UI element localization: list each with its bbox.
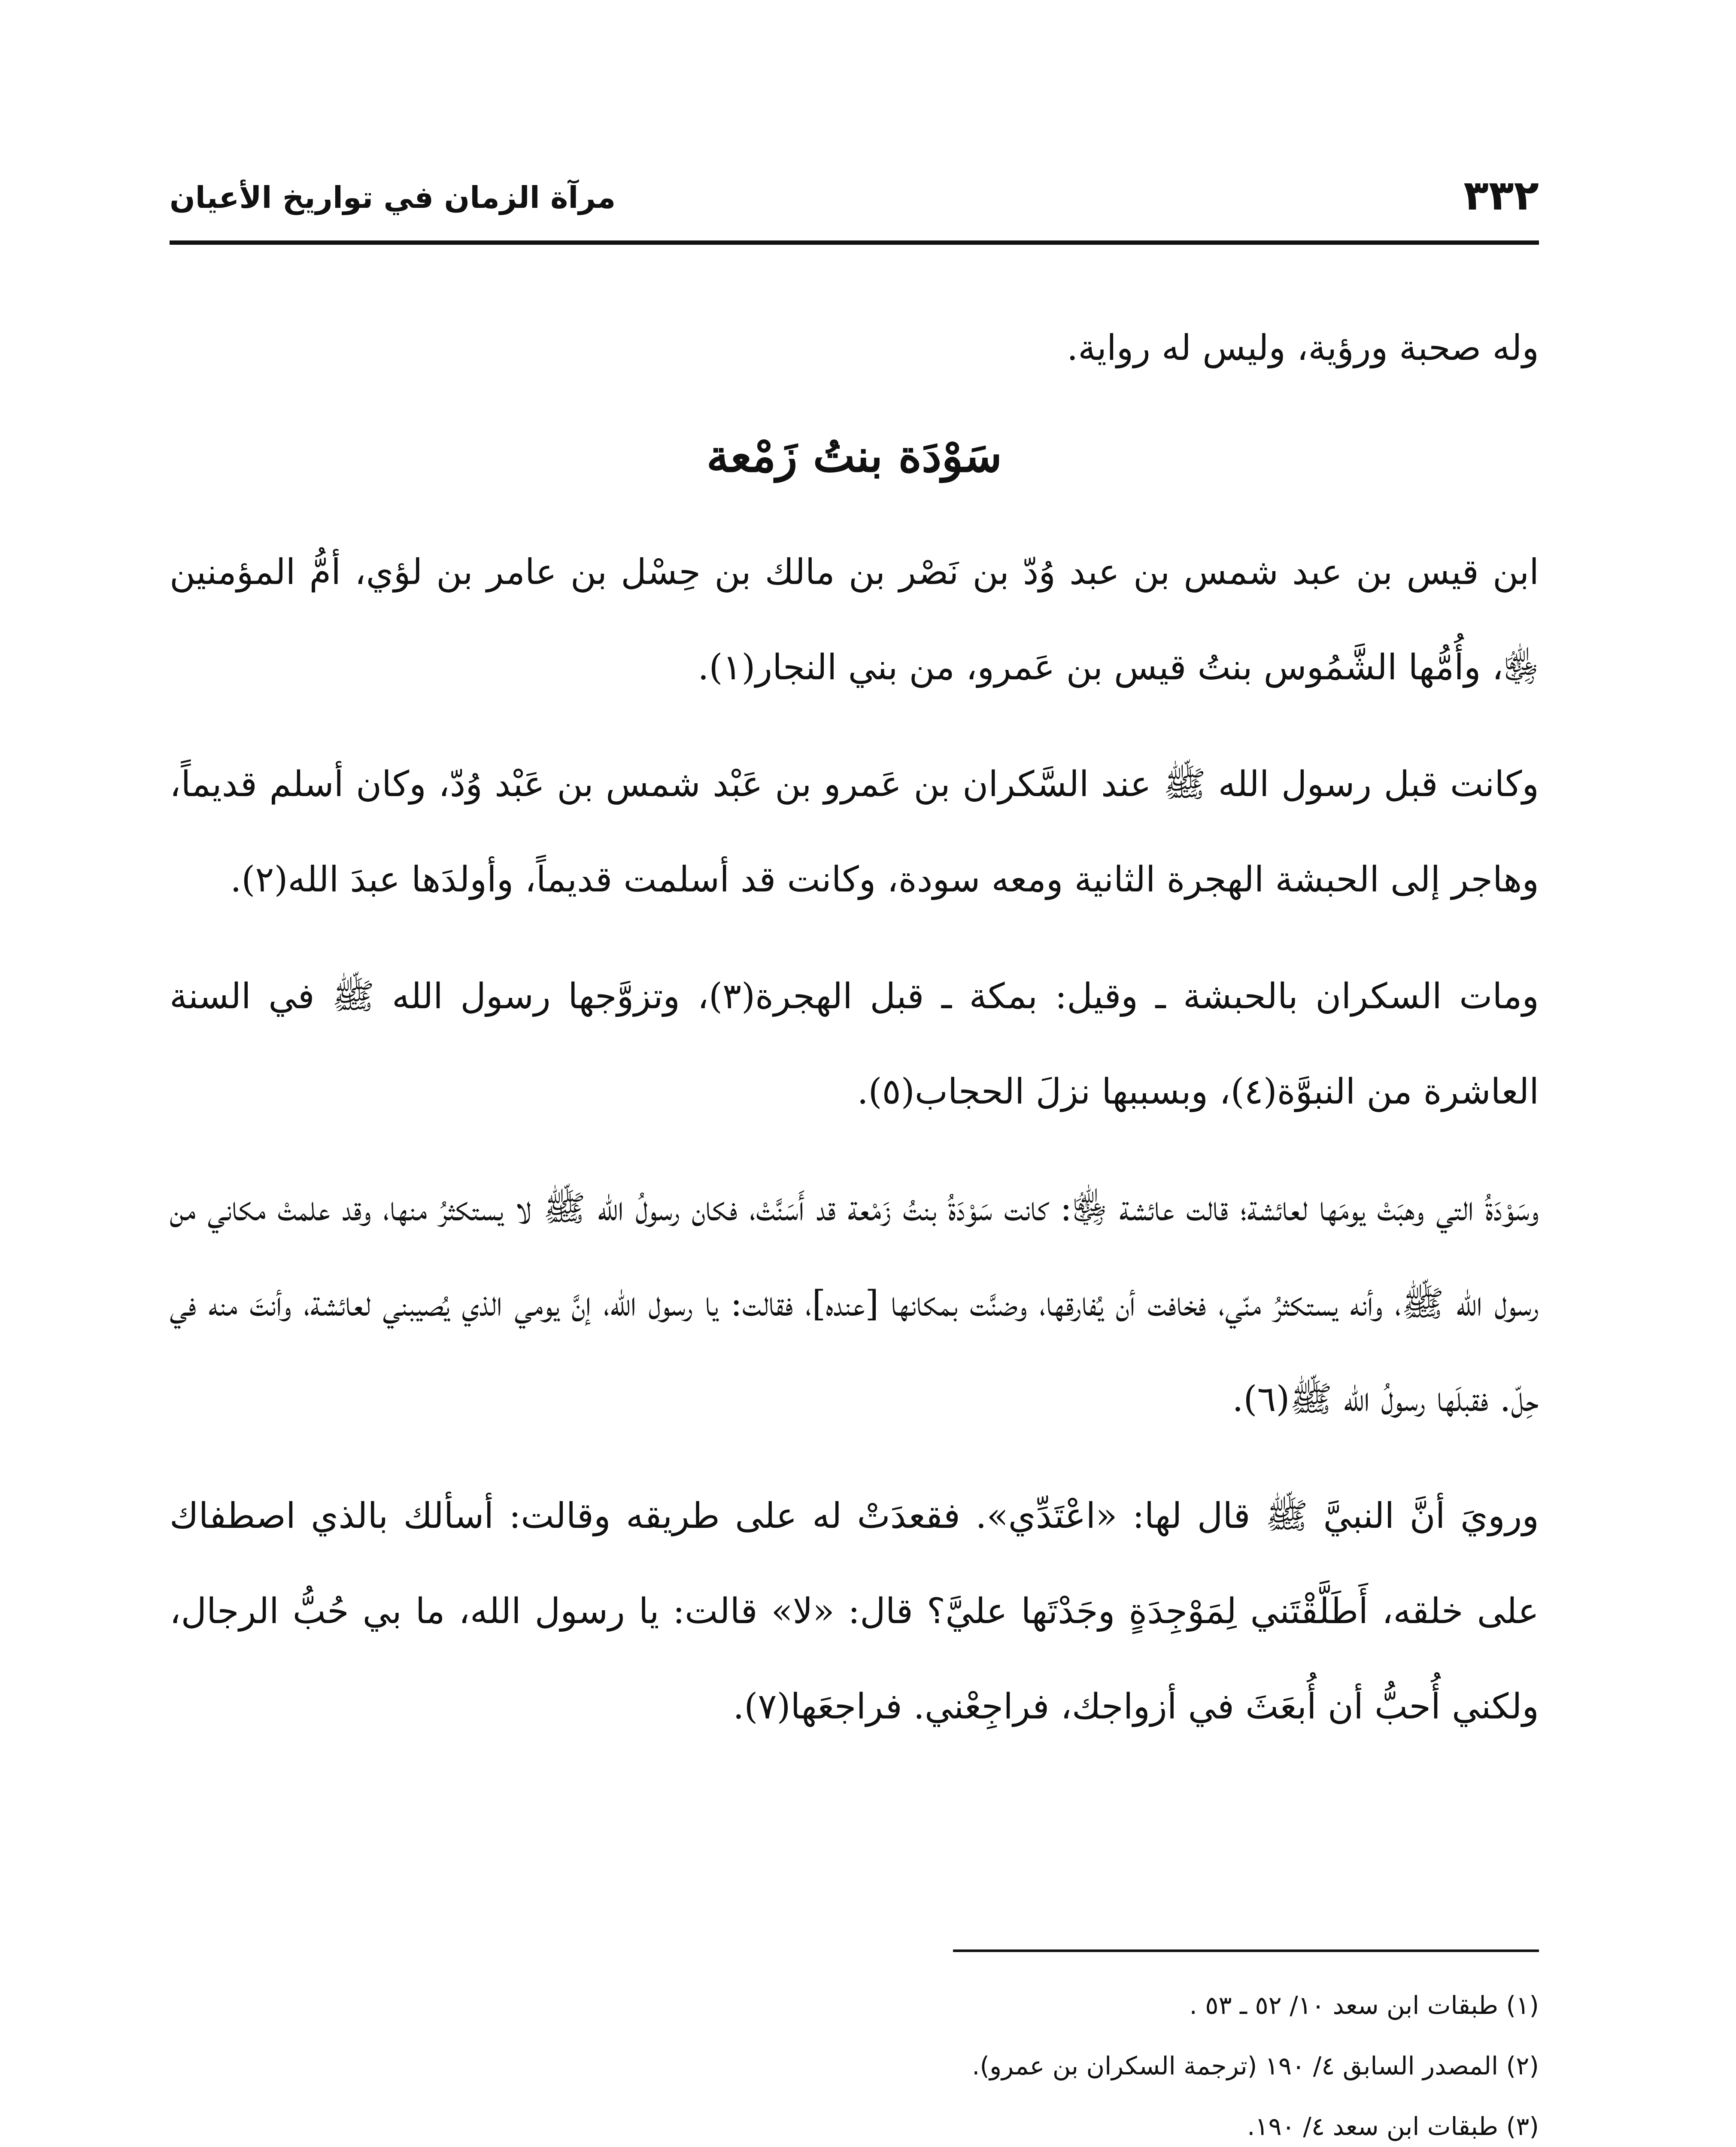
footnote-2: (٢) المصدر السابق ٤/ ١٩٠ (ترجمة السكران بن عمرو).	[972, 2051, 1539, 2080]
paragraph-divorce-report: ورويَ أنَّ النبيَّ ﷺ قال لها: «اعْتَدِّي». فقعدَتْ له على طريقه وقالت: أسألك بالذي اصطفاك على خلقه، أَطَلَّقْتَني لِمَوْجِدَةٍ وجَدْتَها عليَّ؟ قال: «لا» قالت: يا رسول الله، ما بي حُبُّ الرجال، ولكني أُحبُّ أن أُبعَثَ في أزواجك، فراجِعْني. فراجعَها(٧).	[170, 1496, 1539, 1727]
section-title: سَوْدَة بنتُ زَمْعة	[706, 429, 1002, 482]
footnote-1: (١) طبقات ابن سعد ١٠/ ٥٢ ـ ٥٣ .	[1189, 1991, 1539, 2020]
paragraph-marriage-to-prophet: ومات السكران بالحبشة ـ وقيل: بمكة ـ قبل الهجرة(٣)، وتزوَّجها رسول الله ﷺ في السنة العاشرة من النبوَّة(٤)، وبسببها نزلَ الحجاب(٥).	[170, 976, 1539, 1112]
header-rule	[170, 240, 1539, 245]
paragraph-lineage: ابن قيس بن عبد شمس بن عبد وُدّ بن نَصْر بن مالك بن حِسْل بن عامر بن لؤي، أمُّ المؤمنين ﵂، وأُمُّها الشَّمُوس بنتُ قيس بن عَمرو، من بني النجار(١).	[170, 552, 1539, 688]
page-header	[170, 172, 1539, 219]
footnote-rule	[953, 1949, 1539, 1952]
body-text	[170, 301, 1539, 1776]
intro-paragraph: وله صحبة ورؤية، وليس له رواية.	[1067, 328, 1539, 368]
paragraph-first-marriage: وكانت قبل رسول الله ﷺ عند السَّكران بن عَمرو بن عَبْد شمس بن عَبْد وُدّ، وكان أسلم قديماً، وهاجر إلى الحبشة الهجرة الثانية ومعه سودة، وكانت قد أسلمت قديماً، وأولدَها عبدَ الله(٢).	[170, 764, 1539, 900]
footnote-3: (٣) طبقات ابن سعد ٤/ ١٩٠.	[1247, 2112, 1539, 2141]
page-number: ٣٣٢	[1463, 171, 1539, 219]
footnotes	[170, 1975, 1539, 2147]
running-title: مرآة الزمان في تواريخ الأعيان	[170, 180, 616, 215]
paragraph-gift-of-day: وسَوْدَةُ التي وهبَتْ يومَها لعائشة؛ قالت عائشة ﵂: كانت سَوْدَةُ بنتُ زَمْعة قد أَسَنَّتْ، فكان رسولُ الله ﷺ لا يستكثرُ منها، وقد علمتْ مكاني من رسول الله ﷺ، وأنه يستكثرُ منّي، فخافت أن يُفارقها، وضنَّت بمكانها [عنده]، فقالت: يا رسول الله، إنَّ يومي الذي يُصيبني لعائشة، وأنتَ منه في حِلّ. فقبلَها رسولُ الله ﷺ(٦).	[170, 1188, 1539, 1420]
